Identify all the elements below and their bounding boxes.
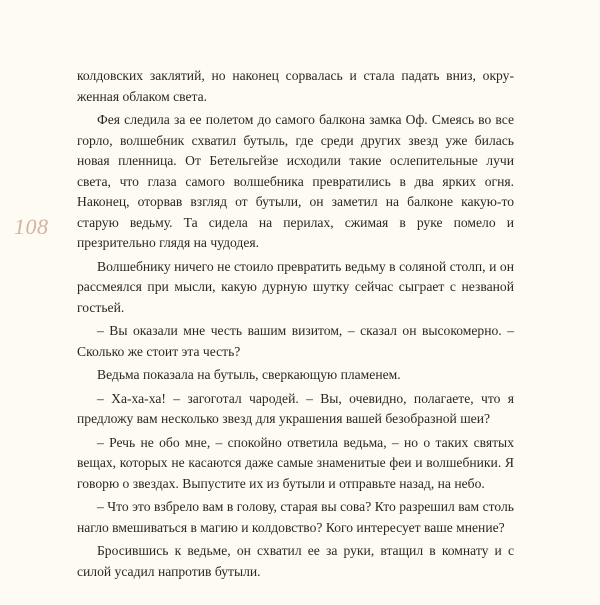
body-text bbox=[77, 66, 514, 582]
paragraph: – Что это взбрело вам в голову, старая вы сова? Кто разрешил вам столь нагло вмешиваться в магию и колдовство? Кого интересует ваше мнение? bbox=[77, 499, 514, 535]
paragraph: колдовских заклятий, но наконец сорвалась и стала падать вниз, окруженная облаком света. bbox=[77, 68, 514, 104]
paragraph: – Ха-ха-ха! – загоготал чародей. – Вы, очевидно, полагаете, что я предложу вам несколько звезд для украшения вашей безобразной шеи? bbox=[77, 390, 514, 426]
paragraph: Бросившись к ведьме, он схватил ее за руки, втащил в комнату и с силой усадил напротив бутыли. bbox=[77, 543, 514, 579]
paragraph: Волшебнику ничего не стоило превратить ведьму в соляной столп, и он рассмеялся при мысли, какую дурную шутку сейчас сыграет с незваной гостьей. bbox=[77, 258, 514, 315]
paragraph: – Речь не обо мне, – спокойно ответила ведьма, – но о таких святых вещах, которых не касаются даже самые знаменитые феи и волшебники. Я говорю о звездах. Выпустите их из бутыли и отправьте назад, на небо. bbox=[77, 434, 514, 491]
paragraph: Фея следила за ее полетом до самого балкона замка Оф. Смеясь во все горло, волшебник схватил бутыль, где среди других звезд уже билась новая пленница. От Бетельгейзе исходили такие ослепительные лучи света, что глаза самого волшебника превратились в два ярких огня. Наконец, оторвав взгляд от бутыли, он заметил на балконе какую-то старую ведьму. Та сидела на перилах, сжимая в руке помело и презрительно глядя на чудодея. bbox=[77, 112, 514, 250]
page-number: 108 bbox=[14, 214, 49, 239]
paragraph: Ведьма показала на бутыль, сверкающую пламенем. bbox=[97, 367, 401, 382]
paragraph: – Вы оказали мне честь вашим визитом, – сказал он высокомерно. – Сколько же стоит эта честь? bbox=[77, 323, 514, 359]
